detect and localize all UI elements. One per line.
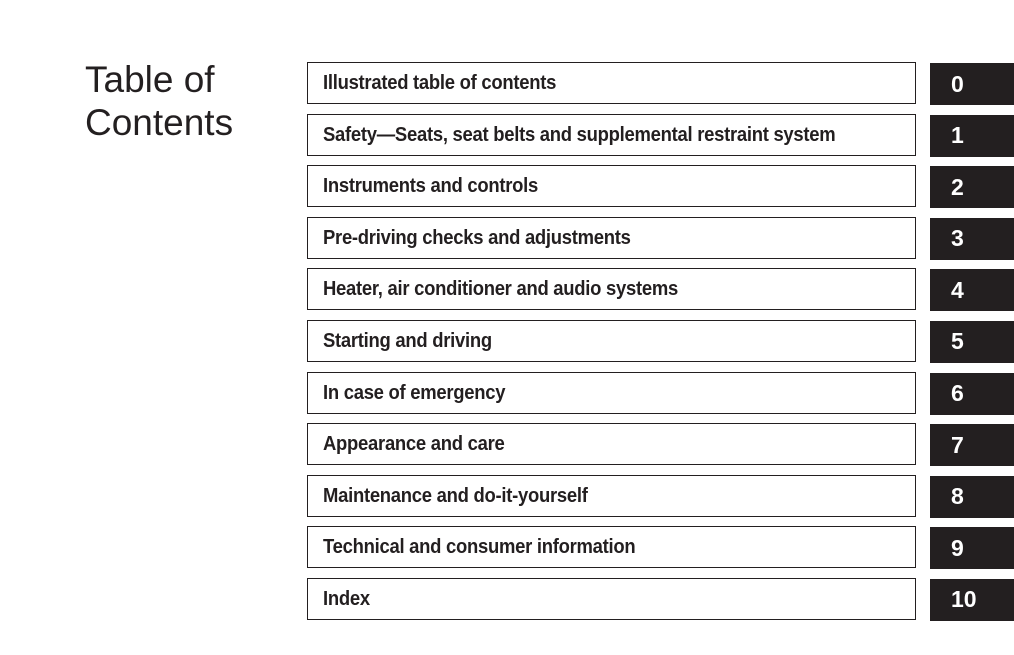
chapter-tab[interactable] <box>930 63 1014 105</box>
toc-entry-box[interactable] <box>307 423 916 465</box>
toc-entry-label: Illustrated table of contents <box>323 71 557 94</box>
toc-entry-maintenance[interactable] <box>307 475 1014 517</box>
toc-entry-label: Starting and driving <box>323 328 492 352</box>
page-title-line-2: Contents <box>85 102 234 143</box>
toc-entry-label: Heater, air conditioner and audio systems <box>323 277 678 301</box>
toc-entry-box[interactable] <box>307 217 916 259</box>
toc-entry-box[interactable] <box>307 475 916 517</box>
chapter-tab[interactable] <box>930 373 1014 415</box>
toc-entry-instruments[interactable] <box>307 165 1014 207</box>
toc-entry-emergency[interactable] <box>307 372 1014 414</box>
toc-entry-box[interactable] <box>307 320 916 362</box>
page-title <box>85 58 285 144</box>
toc-entry-box[interactable] <box>307 114 916 156</box>
chapter-tab[interactable] <box>930 579 1014 621</box>
chapter-number: 2 <box>951 173 964 200</box>
chapter-tab[interactable] <box>930 476 1014 518</box>
toc-entry-box[interactable] <box>307 268 916 310</box>
chapter-number: 9 <box>951 534 964 561</box>
chapter-tab[interactable] <box>930 218 1014 260</box>
toc-entry-box[interactable] <box>307 372 916 414</box>
chapter-number: 0 <box>951 70 964 97</box>
chapter-number: 6 <box>951 380 964 407</box>
toc-entry-box[interactable] <box>307 578 916 620</box>
toc-entry-index[interactable] <box>307 578 1014 620</box>
chapter-tab[interactable] <box>930 527 1014 569</box>
chapter-number: 1 <box>951 122 964 149</box>
page-title-line-1: Table of <box>85 59 215 100</box>
chapter-tab[interactable] <box>930 115 1014 157</box>
toc-entry-pre-driving[interactable] <box>307 217 1014 259</box>
toc-entry-box[interactable] <box>307 62 916 104</box>
toc-entry-heater-audio[interactable] <box>307 268 1014 310</box>
toc-entry-label: In case of emergency <box>323 380 506 404</box>
chapter-number: 4 <box>951 276 964 303</box>
toc-entry-label: Maintenance and do-it-yourself <box>323 483 588 507</box>
toc-entry-label: Safety—Seats, seat belts and supplemental restraint system <box>323 122 836 146</box>
toc-entry-label: Appearance and care <box>323 432 505 456</box>
chapter-tab[interactable] <box>930 321 1014 363</box>
toc-entry-appearance-care[interactable] <box>307 423 1014 465</box>
toc-entry-box[interactable] <box>307 526 916 568</box>
toc-entry-label: Index <box>323 586 370 610</box>
toc-list <box>307 62 1014 630</box>
toc-entry-box[interactable] <box>307 165 916 207</box>
chapter-tab[interactable] <box>930 424 1014 466</box>
chapter-number: 10 <box>951 586 977 613</box>
toc-entry-label: Instruments and controls <box>323 174 538 198</box>
toc-entry-label: Technical and consumer information <box>323 535 636 559</box>
chapter-tab[interactable] <box>930 269 1014 311</box>
chapter-number: 3 <box>951 225 964 252</box>
toc-entry-starting-driving[interactable] <box>307 320 1014 362</box>
chapter-number: 8 <box>951 483 964 510</box>
toc-entry-illustrated-contents[interactable] <box>307 62 1014 104</box>
chapter-tab[interactable] <box>930 166 1014 208</box>
chapter-number: 5 <box>951 328 964 355</box>
toc-entry-safety[interactable] <box>307 114 1014 156</box>
toc-entry-technical-info[interactable] <box>307 526 1014 568</box>
chapter-number: 7 <box>951 431 964 458</box>
toc-entry-label: Pre-driving checks and adjustments <box>323 225 631 249</box>
